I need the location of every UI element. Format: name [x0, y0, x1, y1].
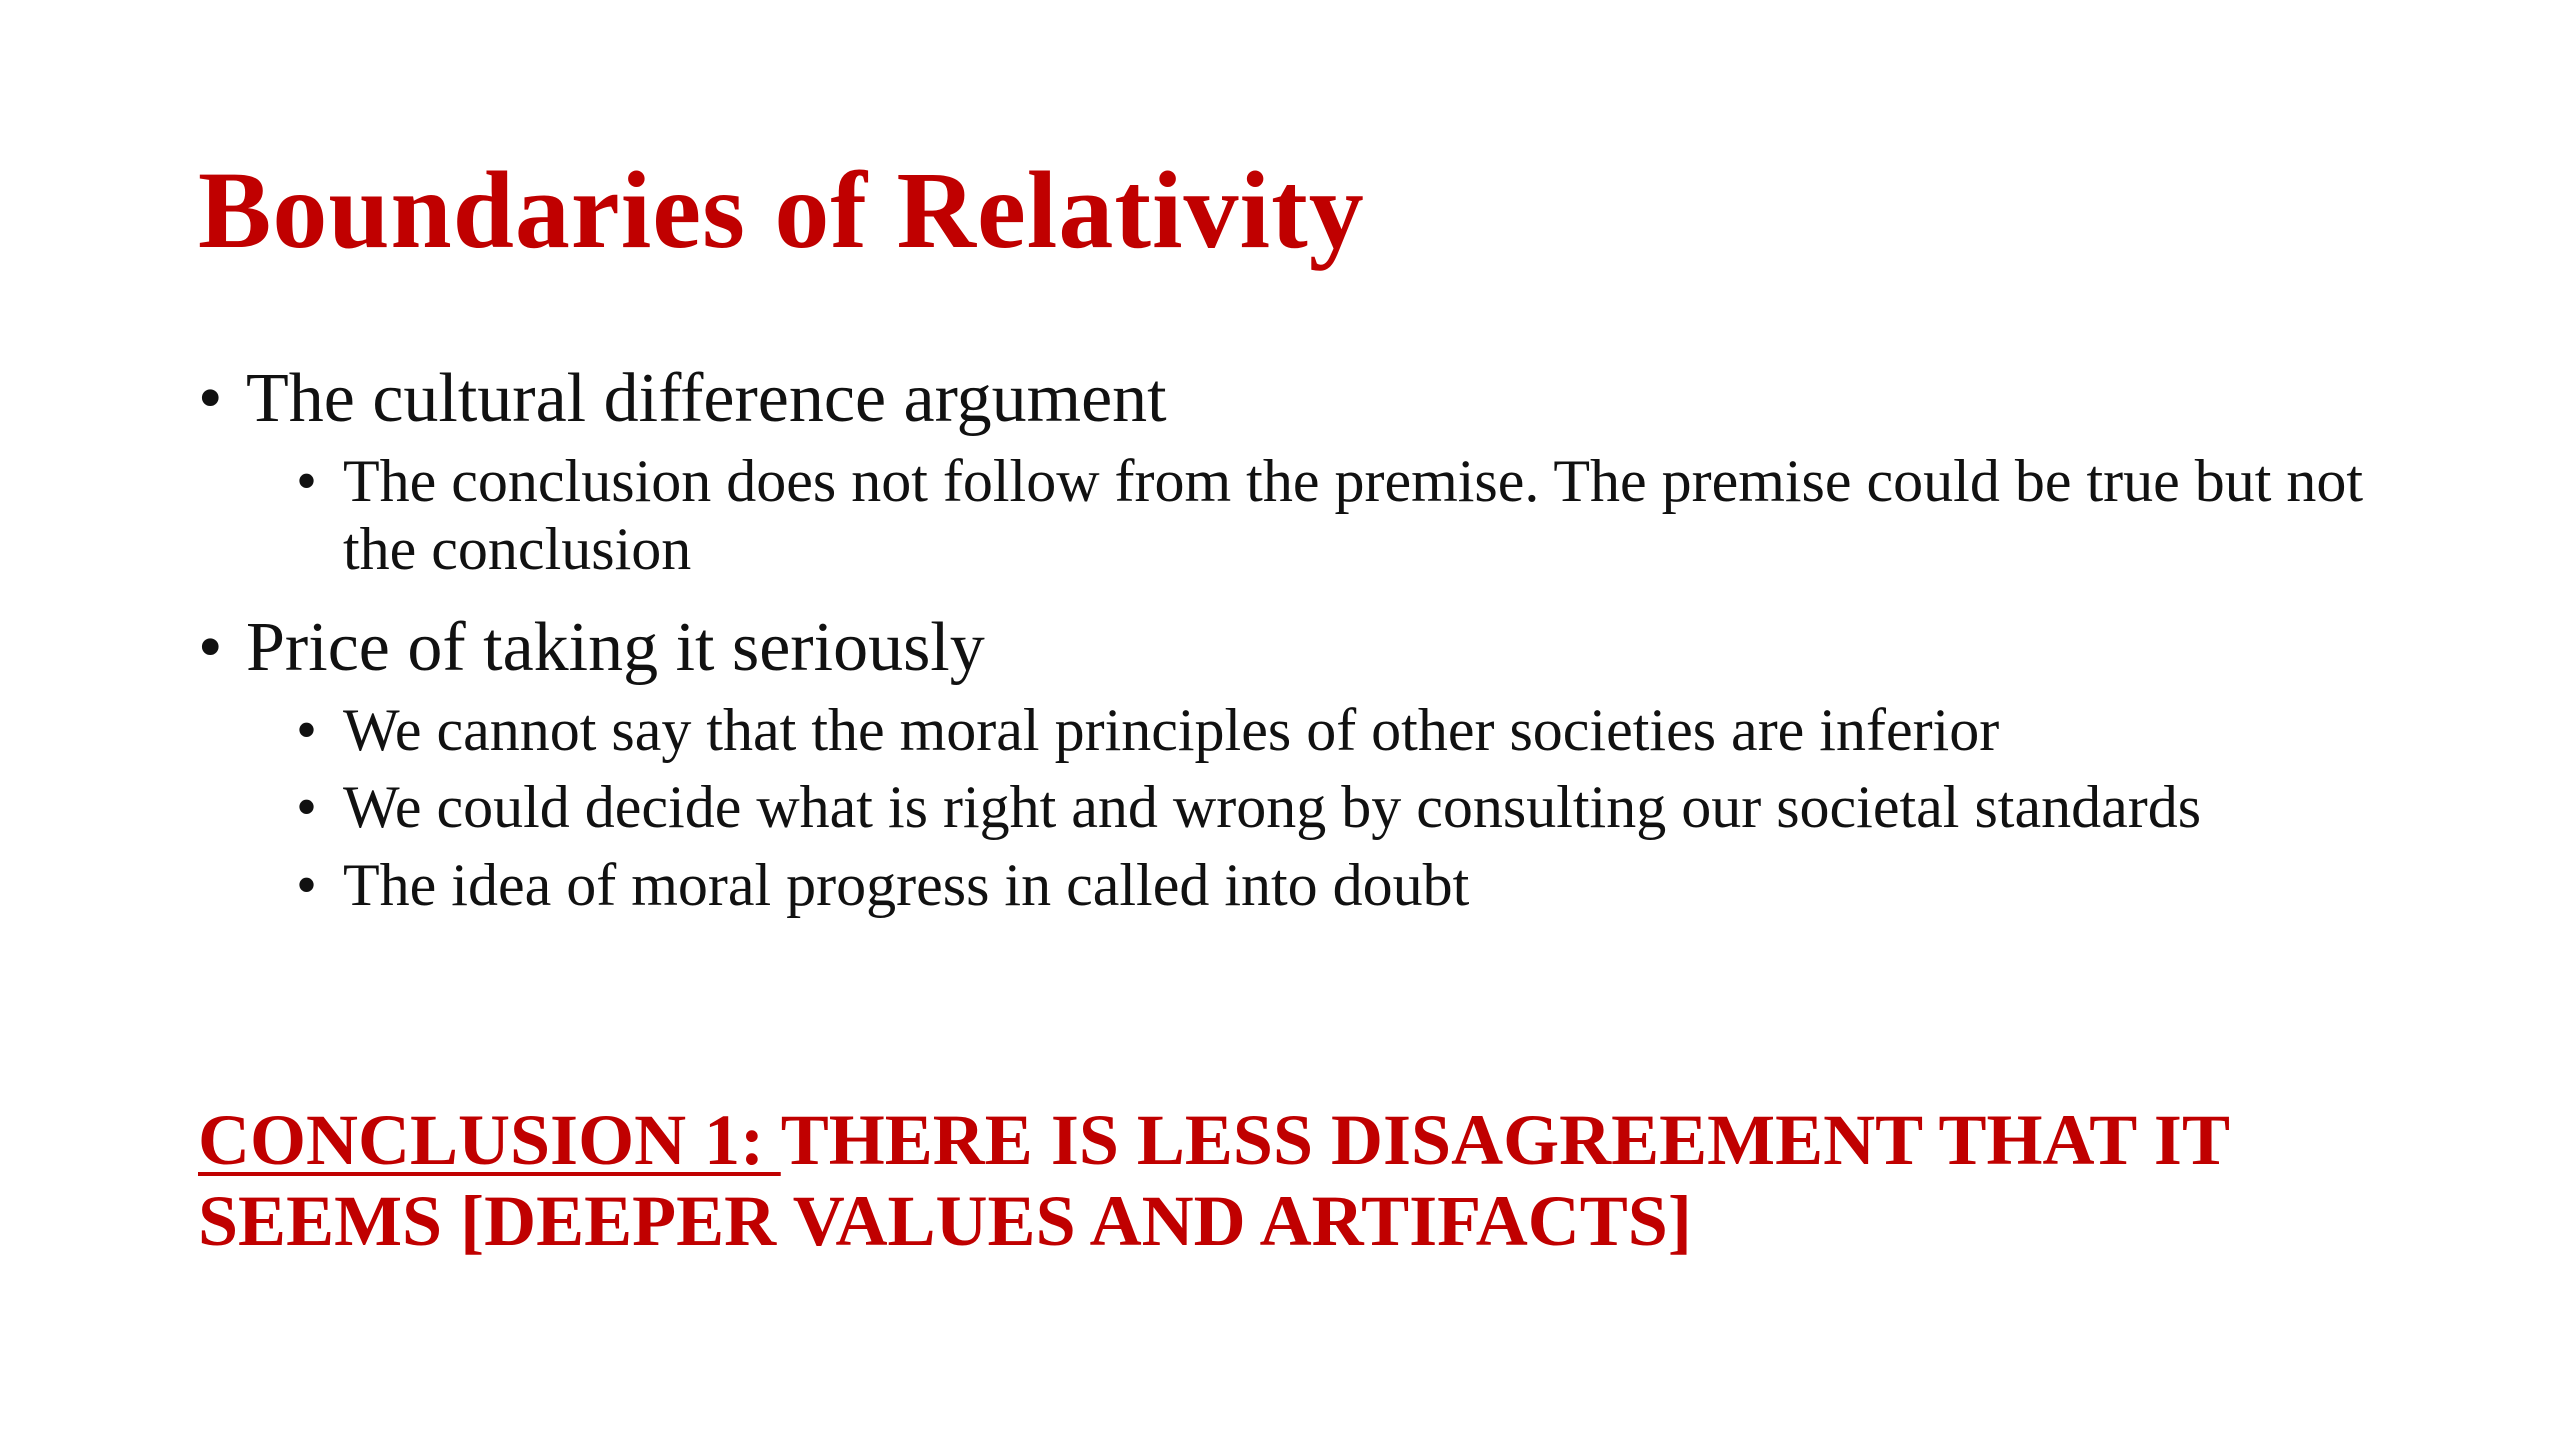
sub-bullet-text: We could decide what is right and wrong by consulting our societal standards	[343, 774, 2202, 841]
sub-bullet-item	[296, 774, 2398, 841]
bullet-icon: •	[296, 697, 318, 764]
sub-bullet-text: The conclusion does not follow from the premise. The premise could be true but not the conclusion	[343, 448, 2364, 582]
bullet-text: Price of taking it seriously	[246, 608, 985, 686]
bullet-item	[198, 609, 2398, 687]
slide-title: Boundaries of Relativity	[198, 149, 1365, 271]
conclusion-statement	[198, 1100, 2398, 1261]
sub-bullet-item	[296, 697, 2398, 764]
conclusion-label: CONCLUSION 1:	[198, 1100, 781, 1180]
bullet-text: The cultural difference argument	[246, 360, 1167, 437]
sub-bullet-text: We cannot say that the moral principles of other societies are inferior	[343, 697, 2000, 764]
conclusion-text: THERE IS LESS DISAGREEMENT THAT IT SEEMS [DEEPER VALUES AND ARTIFACTS]	[198, 1100, 2229, 1261]
bullet-icon: •	[198, 360, 223, 437]
sub-bullet-item	[296, 448, 2398, 582]
bullet-icon: •	[296, 774, 318, 841]
bullet-item	[198, 360, 2398, 438]
sub-bullet-text: The idea of moral progress in called into doubt	[343, 851, 1470, 918]
bullet-icon: •	[296, 851, 318, 918]
bullet-icon: •	[198, 608, 223, 686]
sub-bullet-item	[296, 852, 2398, 919]
bullet-list	[198, 360, 2398, 919]
bullet-icon: •	[296, 448, 318, 515]
